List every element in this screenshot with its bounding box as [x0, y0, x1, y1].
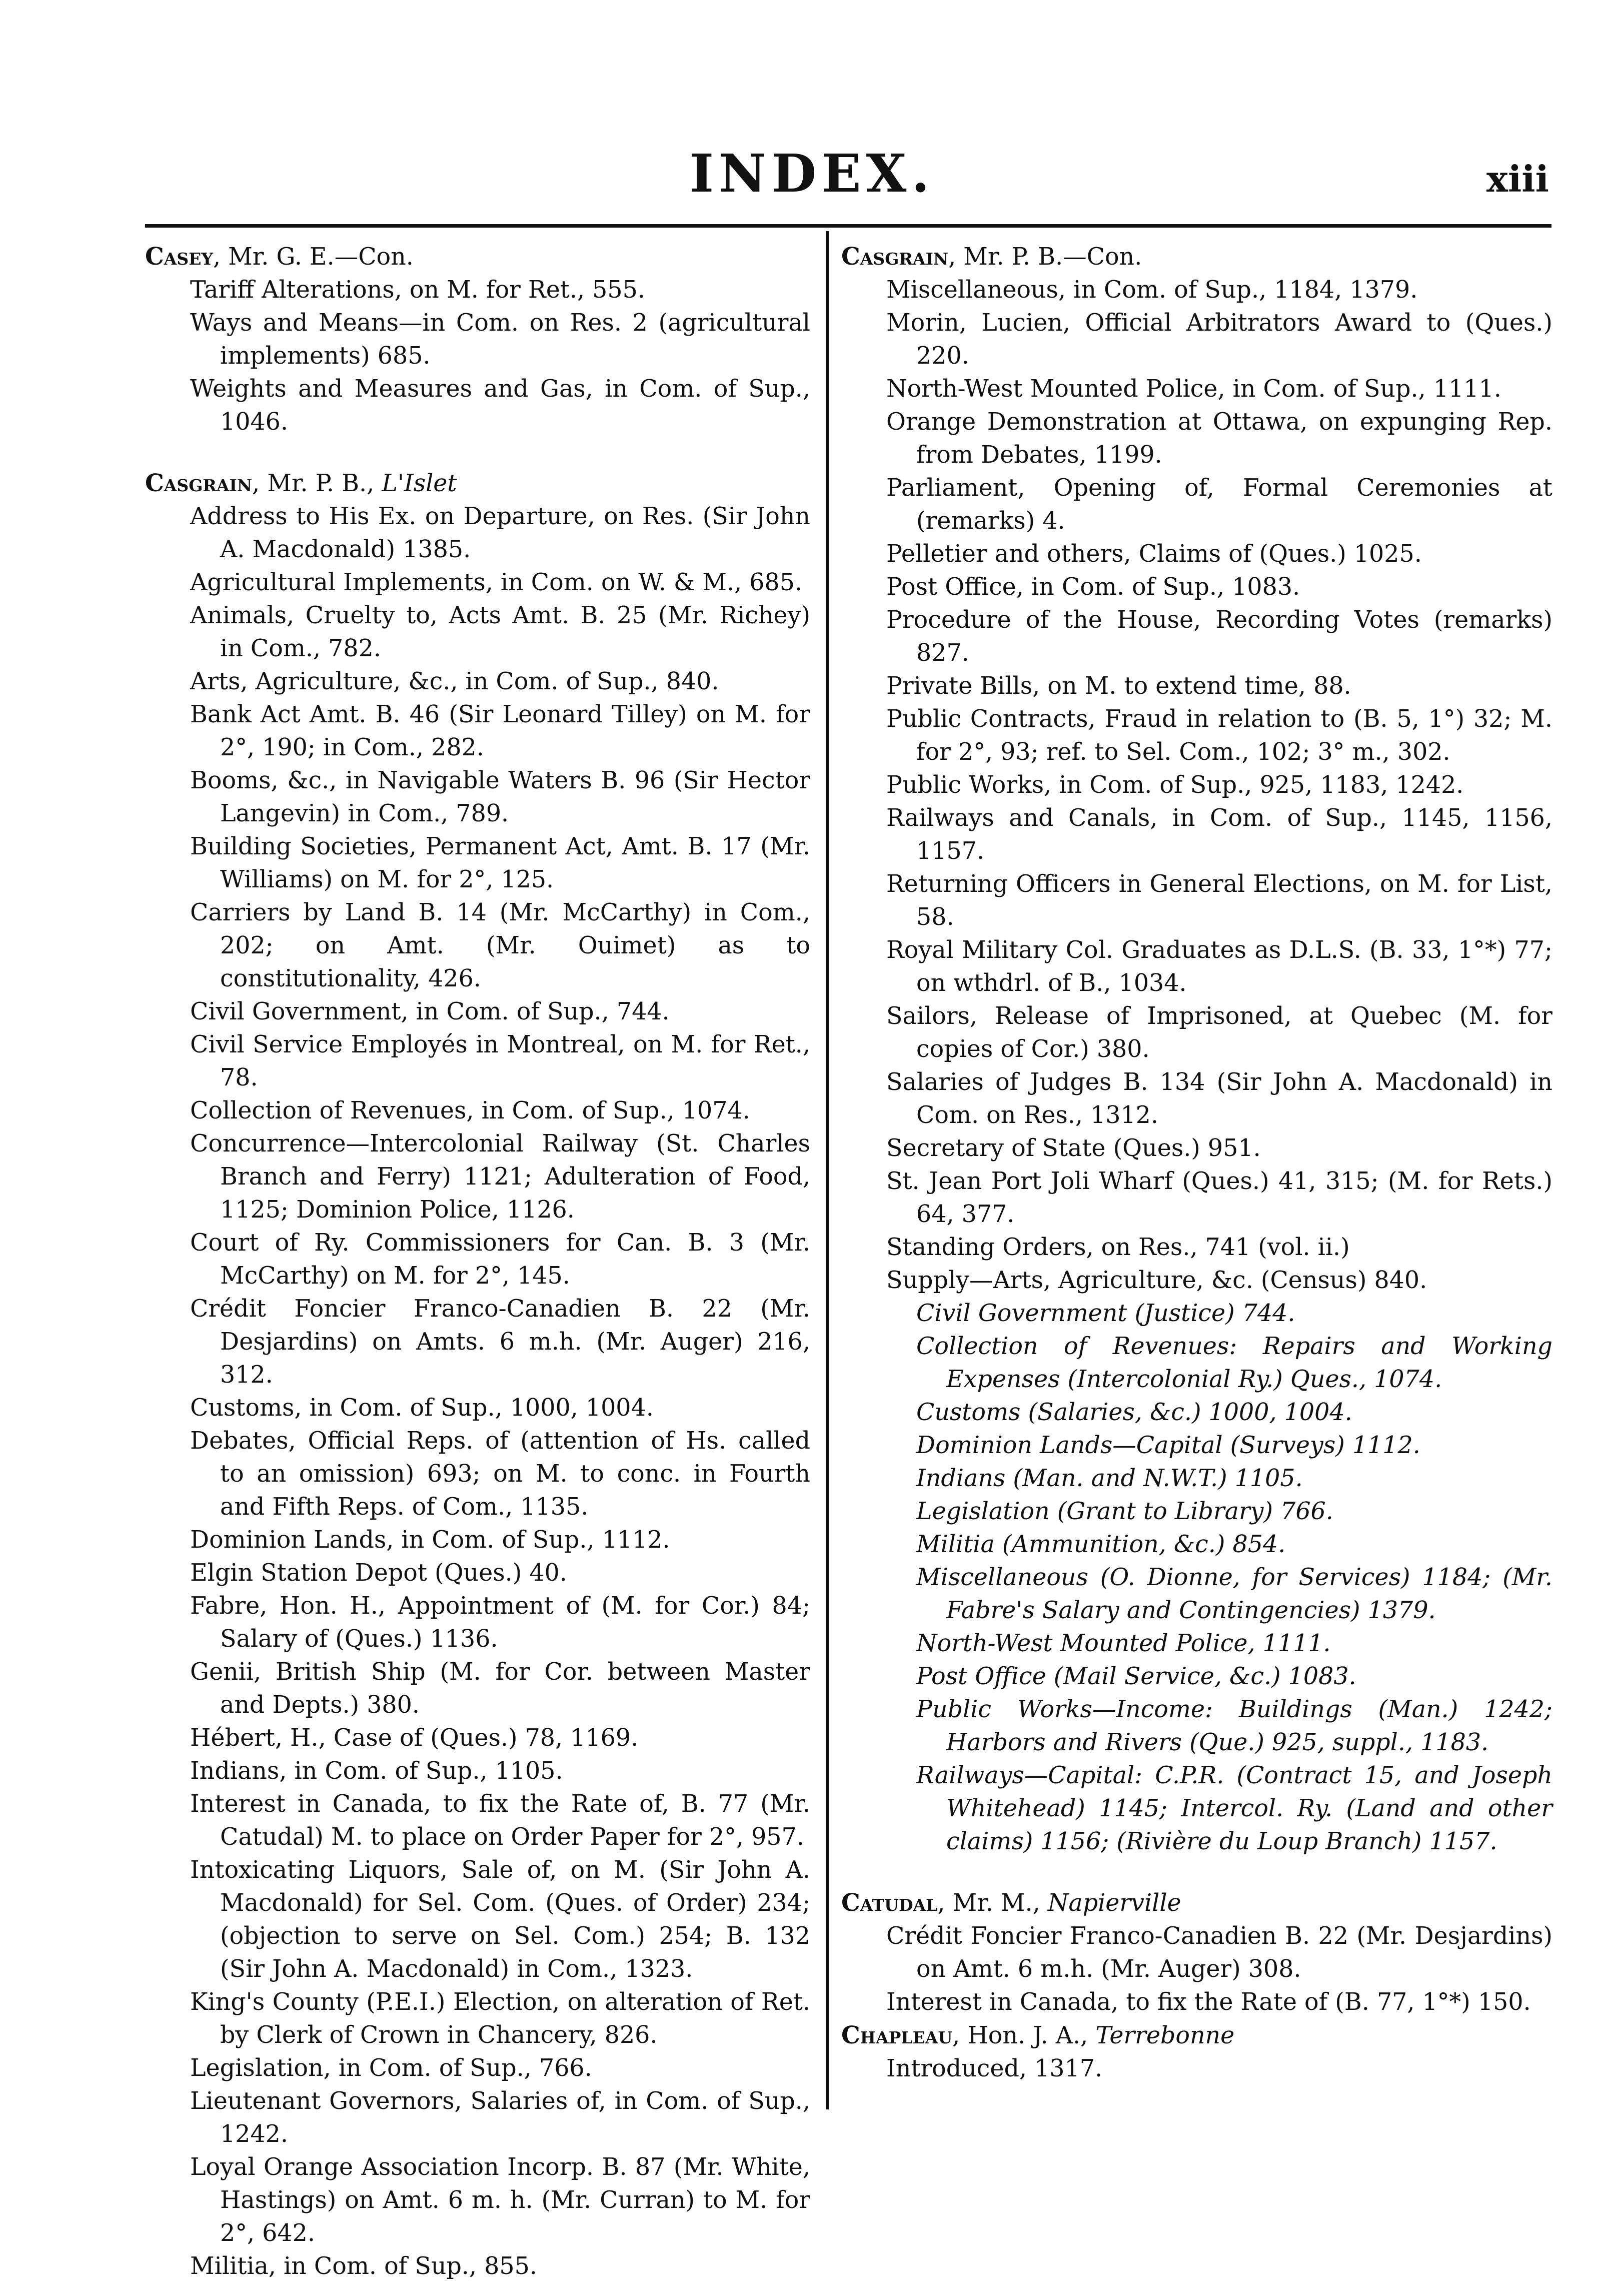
index-entry: Civil Service Employés in Montreal, on M. for Ret., 78.: [190, 1031, 810, 1091]
index-heading-casgrain-continued: Casgrain, Mr. P. B.—Con.: [841, 243, 1142, 271]
index-entry: Interest in Canada, to fix the Rate of, B. 77 (Mr. Catudal) M. to place on Order Paper for 2°, 957.: [190, 1790, 810, 1851]
index-entry: Lieutenant Governors, Salaries of, in Com. of Sup., 1242.: [190, 2087, 810, 2148]
index-entry: Animals, Cruelty to, Acts Amt. B. 25 (Mr. Richey) in Com., 782.: [190, 602, 810, 662]
index-entry: Booms, &c., in Navigable Waters B. 96 (Sir Hector Langevin) in Com., 789.: [190, 767, 810, 827]
index-entry: Public Works, in Com. of Sup., 925, 1183, 1242.: [886, 771, 1464, 799]
index-entry: Interest in Canada, to fix the Rate of (B. 77, 1°*) 150.: [886, 1988, 1531, 2016]
page-number: xiii: [1486, 158, 1549, 200]
supply-entry: Post Office (Mail Service, &c.) 1083.: [916, 1663, 1356, 1690]
supply-entry: Dominion Lands—Capital (Surveys) 1112.: [916, 1432, 1420, 1459]
index-entry: Hébert, H., Case of (Ques.) 78, 1169.: [190, 1724, 639, 1752]
index-entry: Loyal Orange Association Incorp. B. 87 (Mr. White, Hastings) on Amt. 6 m. h. (Mr. Curran) to M. for 2°, 642.: [190, 2153, 810, 2247]
index-entry: Ways and Means—in Com. on Res. 2 (agricultural implements) 685.: [190, 309, 810, 370]
column-divider: [826, 231, 829, 2109]
supply-entry: Indians (Man. and N.W.T.) 1105.: [916, 1465, 1303, 1492]
index-entry: Royal Military Col. Graduates as D.L.S. (B. 33, 1°*) 77; on wthdrl. of B., 1034.: [886, 936, 1552, 997]
index-entry: Militia, in Com. of Sup., 855.: [190, 2252, 537, 2280]
index-entry: Legislation, in Com. of Sup., 766.: [190, 2054, 592, 2082]
index-entry: Genii, British Ship (M. for Cor. between Master and Depts.) 380.: [190, 1658, 810, 1719]
index-entry: Collection of Revenues, in Com. of Sup., 1074.: [190, 1097, 750, 1124]
supply-entry: Civil Government (Justice) 744.: [916, 1300, 1295, 1327]
index-entry: Elgin Station Depot (Ques.) 40.: [190, 1559, 567, 1587]
supply-entry: North-West Mounted Police, 1111.: [916, 1630, 1331, 1657]
index-entry: Standing Orders, on Res., 741 (vol. ii.): [886, 1234, 1350, 1261]
index-entry: Weights and Measures and Gas, in Com. of Sup., 1046.: [190, 375, 810, 436]
index-heading-casgrain: Casgrain, Mr. P. B., L'Islet: [145, 469, 457, 497]
index-entry: Post Office, in Com. of Sup., 1083.: [886, 573, 1300, 601]
index-entry: Public Contracts, Fraud in relation to (B. 5, 1°) 32; M. for 2°, 93; ref. to Sel. Com., 102; 3° m., 302.: [886, 705, 1552, 766]
index-entry: Civil Government, in Com. of Sup., 744.: [190, 998, 670, 1025]
left-column: [145, 240, 810, 2283]
index-entry: Pelletier and others, Claims of (Ques.) 1025.: [886, 540, 1422, 568]
index-entry: Crédit Foncier Franco-Canadien B. 22 (Mr. Desjardins) on Amts. 6 m.h. (Mr. Auger) 216, 312.: [190, 1295, 810, 1389]
supply-entry: Public Works—Income: Buildings (Man.) 1242; Harbors and Rivers (Que.) 925, suppl., 1183.: [916, 1696, 1552, 1756]
supply-entry: Militia (Ammunition, &c.) 854.: [916, 1531, 1286, 1558]
supply-entry: Customs (Salaries, &c.) 1000, 1004.: [916, 1399, 1352, 1426]
index-entry: North-West Mounted Police, in Com. of Sup., 1111.: [886, 375, 1501, 403]
page-title: INDEX.: [689, 143, 935, 204]
index-entry: Carriers by Land B. 14 (Mr. McCarthy) in Com., 202; on Amt. (Mr. Ouimet) as to constitutionality, 426.: [190, 899, 810, 992]
index-entry: Building Societies, Permanent Act, Amt. B. 17 (Mr. Williams) on M. for 2°, 125.: [190, 833, 810, 893]
index-entry: Dominion Lands, in Com. of Sup., 1112.: [190, 1526, 670, 1554]
index-entry: Parliament, Opening of, Formal Ceremonies at (remarks) 4.: [886, 474, 1552, 535]
index-entry: Orange Demonstration at Ottawa, on expunging Rep. from Debates, 1199.: [886, 408, 1552, 469]
header-rule: [145, 224, 1551, 228]
index-entry: Address to His Ex. on Departure, on Res. (Sir John A. Macdonald) 1385.: [190, 503, 810, 563]
index-entry: Morin, Lucien, Official Arbitrators Award to (Ques.) 220.: [886, 309, 1552, 370]
index-entry: Indians, in Com. of Sup., 1105.: [190, 1757, 563, 1785]
supply-entry: Miscellaneous (O. Dionne, for Services) 1184; (Mr. Fabre's Salary and Contingencies) 1379.: [916, 1564, 1552, 1624]
index-heading-catudal: Catudal, Mr. M., Napierville: [841, 1889, 1181, 1917]
index-entry: King's County (P.E.I.) Election, on alteration of Ret. by Clerk of Crown in Chancery, 826.: [190, 1988, 810, 2049]
index-entry: Agricultural Implements, in Com. on W. & M., 685.: [190, 569, 803, 596]
index-entry: Sailors, Release of Imprisoned, at Quebec (M. for copies of Cor.) 380.: [886, 1002, 1552, 1063]
index-entry: Debates, Official Reps. of (attention of Hs. called to an omission) 693; on M. to conc. in Fourth and Fifth Reps. of Com., 1135.: [190, 1427, 810, 1521]
supply-entry: Legislation (Grant to Library) 766.: [916, 1498, 1333, 1525]
index-entry: Returning Officers in General Elections, on M. for List, 58.: [886, 870, 1552, 931]
supply-heading: Supply—Arts, Agriculture, &c. (Census) 840.: [886, 1267, 1427, 1294]
index-entry: Salaries of Judges B. 134 (Sir John A. Macdonald) in Com. on Res., 1312.: [886, 1068, 1552, 1129]
index-entry: Secretary of State (Ques.) 951.: [886, 1134, 1261, 1162]
index-entry: Concurrence—Intercolonial Railway (St. Charles Branch and Ferry) 1121; Adulteration of Food, 1125; Dominion Police, 1126.: [190, 1130, 810, 1224]
index-entry: Introduced, 1317.: [886, 2055, 1103, 2082]
index-entry: St. Jean Port Joli Wharf (Ques.) 41, 315; (M. for Rets.) 64, 377.: [886, 1168, 1552, 1228]
index-entry: Arts, Agriculture, &c., in Com. of Sup., 840.: [190, 668, 719, 695]
index-entry: Court of Ry. Commissioners for Can. B. 3 (Mr. McCarthy) on M. for 2°, 145.: [190, 1229, 810, 1290]
index-entry: Bank Act Amt. B. 46 (Sir Leonard Tilley) on M. for 2°, 190; in Com., 282.: [190, 701, 810, 761]
index-entry: Procedure of the House, Recording Votes (remarks) 827.: [886, 606, 1552, 667]
index-entry: Intoxicating Liquors, Sale of, on M. (Sir John A. Macdonald) for Sel. Com. (Ques. of Order) 234; (objection to serve on Sel. Com.) 254; B. 132 (Sir John A. Macdonald) in Com., 1323.: [190, 1856, 810, 1983]
index-entry: Private Bills, on M. to extend time, 88.: [886, 672, 1351, 700]
supply-entry: Collection of Revenues: Repairs and Working Expenses (Intercolonial Ry.) Ques., 1074.: [916, 1333, 1552, 1393]
supply-entry: Railways—Capital: C.P.R. (Contract 15, and Joseph Whitehead) 1145; Intercol. Ry. (Land and other claims) 1156; (Rivière du Loup Branch) 1157.: [916, 1762, 1552, 1855]
index-entry: Fabre, Hon. H., Appointment of (M. for Cor.) 84; Salary of (Ques.) 1136.: [190, 1592, 810, 1653]
index-entry: Miscellaneous, in Com. of Sup., 1184, 1379.: [886, 276, 1418, 304]
index-entry: Tariff Alterations, on M. for Ret., 555.: [190, 276, 645, 304]
index-entry: Railways and Canals, in Com. of Sup., 1145, 1156, 1157.: [886, 804, 1552, 865]
right-column: [841, 240, 1552, 2085]
index-entry: Customs, in Com. of Sup., 1000, 1004.: [190, 1394, 654, 1422]
index-entry: Crédit Foncier Franco-Canadien B. 22 (Mr. Desjardins) on Amt. 6 m.h. (Mr. Auger) 308.: [886, 1922, 1552, 1983]
index-heading-chapleau: Chapleau, Hon. J. A., Terrebonne: [841, 2021, 1235, 2049]
index-heading-casey: Casey, Mr. G. E.—Con.: [145, 243, 414, 271]
